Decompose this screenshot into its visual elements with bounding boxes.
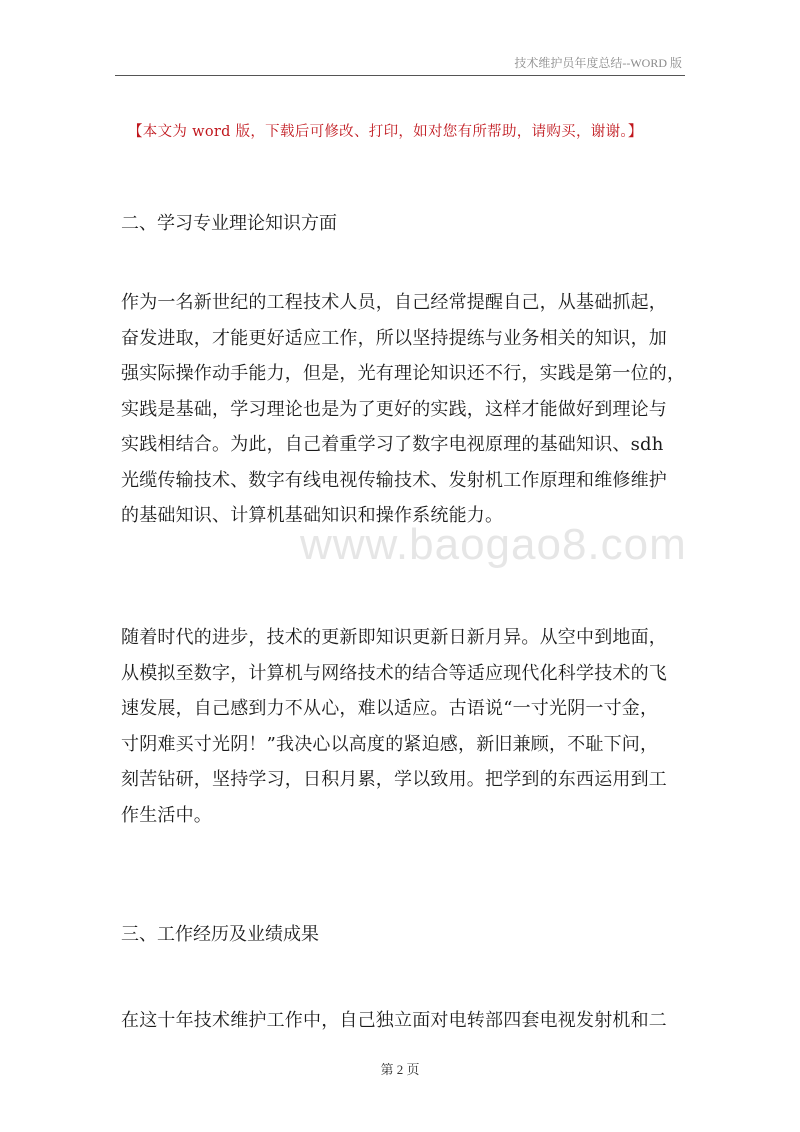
paragraph-line: 实践相结合。为此，自己着重学习了数字电视原理的基础知识、sdh <box>121 434 664 455</box>
paragraph-3 <box>121 1003 686 1039</box>
section-heading-3: 三、工作经历及业绩成果 <box>121 924 319 945</box>
paragraph-line: 强实际操作动手能力，但是，光有理论知识还不行，实践是第一位的， <box>121 363 686 384</box>
paragraph-line: 作生活中。 <box>121 804 212 826</box>
watermark-text: www.baogao8.com <box>300 520 687 569</box>
document-header-title: 技术维护员年度总结--WORD 版 <box>514 56 682 70</box>
paragraph-line: 奋发进取，才能更好适应工作，所以坚持提练与业务相关的知识，加 <box>121 327 667 349</box>
purchase-notice: 【本文为 word 版，下载后可修改、打印，如对您有所帮助，请购买，谢谢。】 <box>128 124 643 140</box>
header-divider <box>115 75 685 76</box>
paragraph-line: 随着时代的进步，技术的更新即知识更新日新月异。从空中到地面， <box>121 627 667 648</box>
paragraph-line: 的基础知识、计算机基础知识和操作系统能力。 <box>121 505 504 526</box>
paragraph-line: 速发展，自己感到力不从心，难以适应。古语说“一寸光阴一寸金， <box>121 698 659 719</box>
paragraph-line: 从模拟至数字，计算机与网络技术的结合等适应现代化科学技术的飞 <box>121 662 667 684</box>
section-heading-2: 二、学习专业理论知识方面 <box>121 213 337 234</box>
page-number: 第 2 页 <box>380 1062 420 1077</box>
paragraph-1 <box>121 285 686 534</box>
paragraph-line: 光缆传输技术、数字有线电视传输技术、发射机工作原理和维修维护 <box>121 469 667 491</box>
paragraph-line: 作为一名新世纪的工程技术人员，自己经常提醒自己，从基础抓起， <box>121 292 667 313</box>
paragraph-line: 寸阴难买寸光阴！”我决心以高度的紧迫感，新旧兼顾，不耻下问， <box>121 733 659 755</box>
paragraph-line: 实践是基础，学习理论也是为了更好的实践，这样才能做好到理论与 <box>121 398 667 420</box>
paragraph-2 <box>121 620 686 833</box>
paragraph-line: 在这十年技术维护工作中，自己独立面对电转部四套电视发射机和二 <box>121 1010 667 1031</box>
paragraph-line: 刻苦钻研，坚持学习，日积月累，学以致用。把学到的东西运用到工 <box>121 769 667 790</box>
